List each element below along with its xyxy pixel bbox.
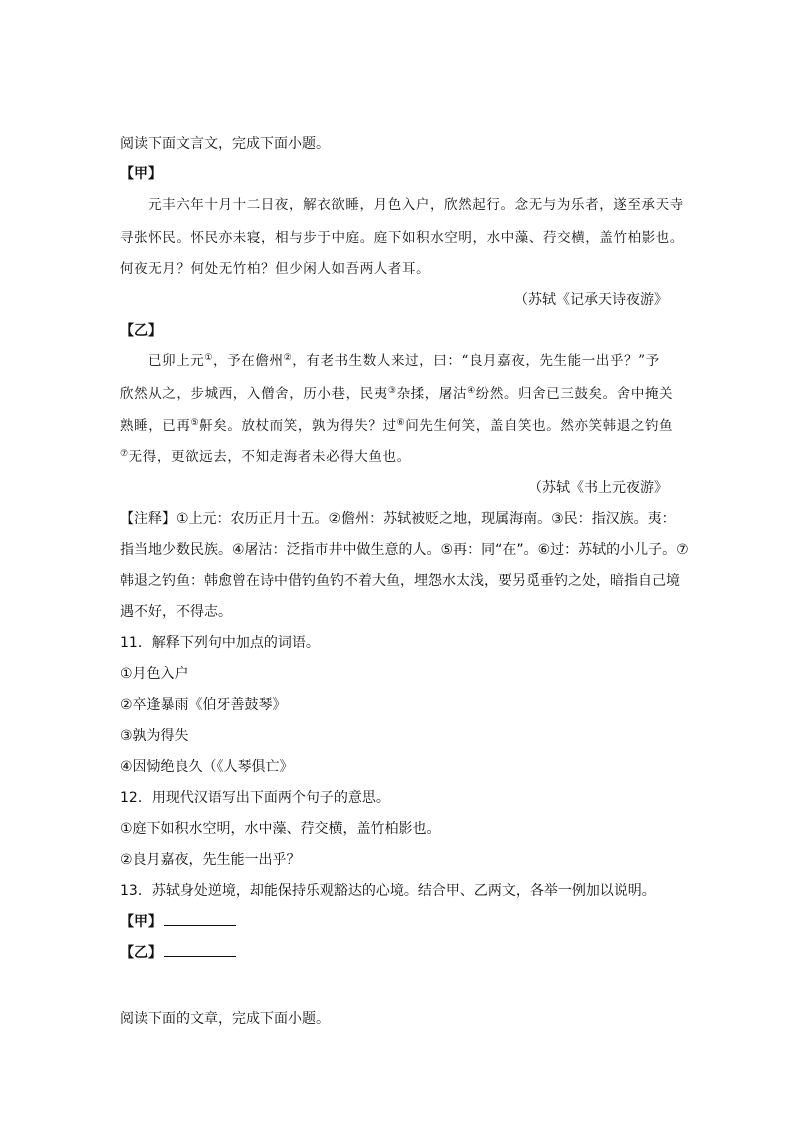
question-13-stem: 13．苏轼身处逆境，却能保持乐观豁达的心境。结合甲、乙两文，各举一例加以说明。 xyxy=(120,883,656,899)
note-marker-6: ⑥ xyxy=(396,418,406,428)
jia-text-line-1: 元丰六年十月十二日夜，解衣欲睡，月色入户，欣然起行。念无与为乐者，遂至承天寺 xyxy=(148,197,684,213)
yi-text: 欣然从之，步城西，入僧舍，历小巷，民夷 xyxy=(120,386,388,402)
note-marker-4: ④ xyxy=(467,386,476,396)
section-label-jia: 【甲】 xyxy=(120,166,162,182)
notes-line-2: 指当地少数民族。④屠沽：泛指市井中做生意的人。⑤再：同“在”。⑥过：苏轼的小儿子。⑦ xyxy=(120,542,689,558)
answer-blank-yi[interactable] xyxy=(164,944,236,957)
jia-source: （苏轼《记承天诗夜游》 xyxy=(514,292,668,308)
question-12-item-2: ②良月嘉夜，先生能一出乎？ xyxy=(120,852,301,868)
section-label-yi: 【乙】 xyxy=(120,323,162,339)
question-13-answer-jia xyxy=(120,913,236,931)
question-11-item-2: ②卒逢暴雨《伯牙善鼓琴》 xyxy=(120,697,287,713)
jia-text-line-3: 何夜无月？何处无竹柏？但少闲人如吾两人者耳。 xyxy=(120,261,431,277)
yi-text: 无得，更欲远去，不知走海者未必得大鱼也。 xyxy=(128,449,411,465)
answer-label-yi: 【乙】 xyxy=(120,945,162,961)
yi-text: ，予在儋州 xyxy=(213,353,284,369)
note-marker-1: ① xyxy=(204,353,214,363)
jia-text-line-2: 寻张怀民。怀民亦未寝，相与步于中庭。庭下如积水空明，水中藻、荇交横，盖竹柏影也。 xyxy=(120,230,684,246)
yi-text-line-3 xyxy=(120,417,673,435)
answer-label-jia: 【甲】 xyxy=(120,914,162,930)
yi-text: 熟睡，已再 xyxy=(120,418,191,434)
yi-text: 问先生何笑，盖自笑也。然亦笑韩退之钓鱼 xyxy=(405,418,674,434)
reading-instruction-2: 阅读下面的文章，完成下面小题。 xyxy=(120,1011,330,1027)
note-marker-2: ② xyxy=(283,353,293,363)
question-11-stem: 11．解释下列句中加点的词语。 xyxy=(120,635,320,651)
note-marker-3: ③ xyxy=(387,386,397,396)
question-12-item-1: ①庭下如积水空明，水中藻、荇交横，盖竹柏影也。 xyxy=(120,821,441,837)
yi-text: 杂揉，屠沽 xyxy=(396,386,468,402)
yi-text-line-4 xyxy=(120,448,411,466)
yi-source: （苏轼《书上元夜游》 xyxy=(528,480,668,496)
reading-instruction: 阅读下面文言文，完成下面小题。 xyxy=(120,136,330,152)
yi-text: 鼾矣。放杖而笑，孰为得失？过 xyxy=(199,418,397,434)
question-11-item-1: ①月色入户 xyxy=(120,666,189,682)
note-marker-7: ⑦ xyxy=(120,449,129,459)
question-13-answer-yi xyxy=(120,944,236,962)
answer-blank-jia[interactable] xyxy=(164,913,236,926)
yi-text-line-1 xyxy=(148,352,660,370)
question-11-item-4: ④因恸绝良久（《人琴俱亡》 xyxy=(120,759,294,775)
note-marker-5: ⑤ xyxy=(190,418,200,428)
notes-line-1: 【注释】①上元：农历正月十五。②儋州：苏轼被贬之地，现属海南。③民：指汉族。夷： xyxy=(120,511,676,527)
question-12-stem: 12．用现代汉语写出下面两个句子的意思。 xyxy=(120,790,390,806)
notes-line-3: 韩退之钓鱼：韩愈曾在诗中借钓鱼钓不着大鱼，埋怨水太浅，要另觅垂钓之处，暗指自己境 xyxy=(120,573,680,589)
question-11-item-3: ③孰为得失 xyxy=(120,728,189,744)
yi-text-line-2 xyxy=(120,385,673,403)
yi-text: 已卯上元 xyxy=(148,353,205,369)
notes-line-4: 遇不好，不得志。 xyxy=(120,604,232,620)
yi-text: 纷然。归舍已三鼓矣。舍中掩关 xyxy=(475,386,674,402)
yi-text: ，有老书生数人来过，曰：“良月嘉夜，先生能一出乎？”予 xyxy=(292,353,660,369)
